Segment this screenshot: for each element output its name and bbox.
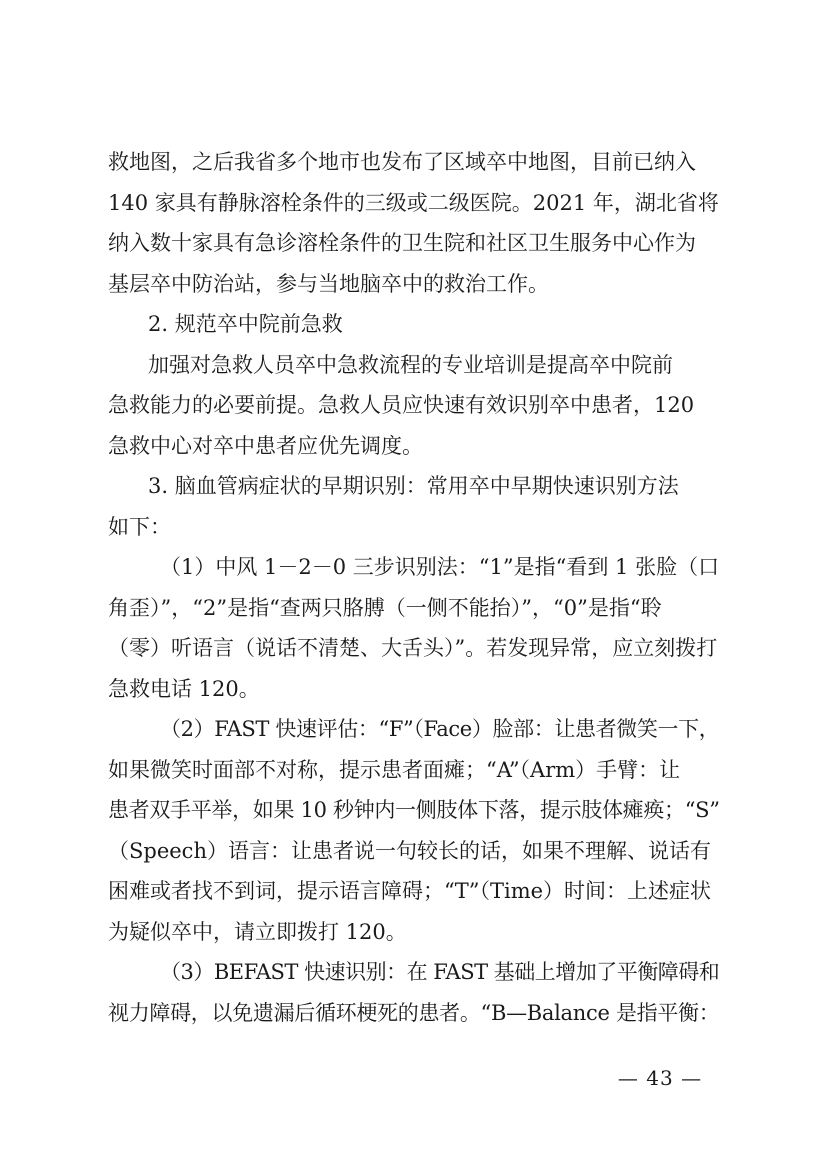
text-line: 急救中心对卒中患者应优先调度。 (108, 433, 423, 458)
text-line: 加强对急救人员卒中急救流程的专业培训是提高卒中院前 (148, 352, 673, 377)
text-line: 急救电话 120。 (108, 676, 260, 701)
text-line: （3）BEFAST 快速识别：在 FAST 基础上增加了平衡障碍和 (160, 960, 720, 984)
text-line: 视力障碍，以免遗漏后循环梗死的患者。“B—Balance 是指平衡： (108, 1000, 720, 1025)
text-line: 如果微笑时面部不对称，提示患者面瘫；“A”（Arm）手臂：让 (108, 757, 681, 782)
text-line: 急救能力的必要前提。急救人员应快速有效识别卒中患者，120 (108, 393, 695, 417)
text-line: 3. 脑血管病症状的早期识别：常用卒中早期快速识别方法 (148, 474, 679, 498)
text-line: 140 家具有静脉溶栓条件的三级或二级医院。2021 年，湖北省将 (108, 190, 719, 215)
text-line: 困难或者找不到词，提示语言障碍；“T”（Time）时间：上述症状 (108, 879, 712, 903)
body-text (108, 142, 720, 1033)
text-line: 救地图，之后我省多个地市也发布了区域卒中地图，目前已纳入 (108, 150, 696, 174)
text-line: 患者双手平举，如果 10 秒钟内一侧肢体下落，提示肢体瘫痪；“S” (108, 798, 720, 822)
text-line: 基层卒中防治站，参与当地脑卒中的救治工作。 (108, 271, 549, 296)
text-line: （零）听语言（说话不清楚、大舌头）”。若发现异常，应立刻拨打 (108, 636, 718, 660)
text-line: 纳入数十家具有急诊溶栓条件的卫生院和社区卫生服务中心作为 (108, 231, 696, 255)
text-line: （Speech）语言：让患者说一句较长的话，如果不理解、说话有 (108, 838, 711, 863)
text-line: 2. 规范卒中院前急救 (148, 312, 343, 336)
text-line: （1）中风 1－2－0 三步识别法：“1”是指“看到 1 张脸（口 (160, 555, 720, 579)
text-line: 为疑似卒中，请立即拨打 120。 (108, 919, 407, 944)
text-line: 角歪）”，“2”是指“查两只胳膊（一侧不能抬）”，“0”是指“聆 (108, 595, 662, 620)
text-line: （2）FAST 快速评估：“F”（Face）脸部：让患者微笑一下， (160, 717, 720, 741)
page-number: — 43 — (617, 1066, 703, 1090)
text-line: 如下： (108, 514, 171, 539)
